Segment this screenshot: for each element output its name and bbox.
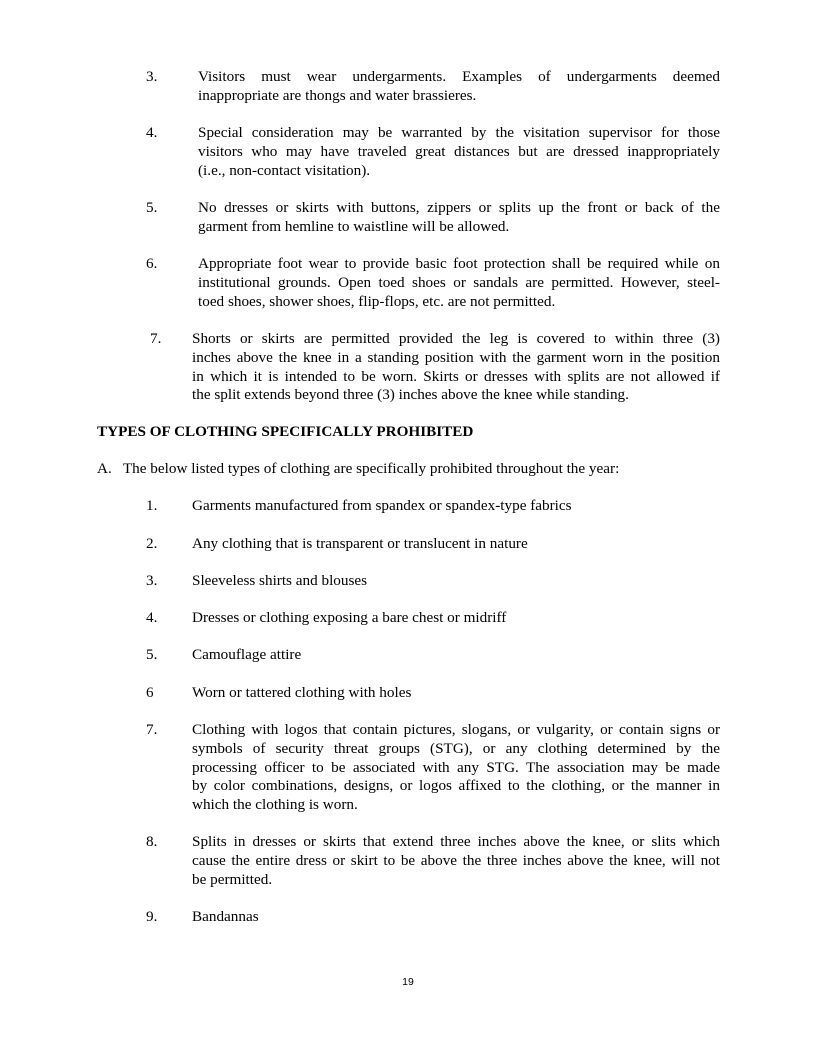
item-number: 5. — [146, 646, 158, 663]
text-line: cause the entire dress or skirt to be above the three inches above the knee, will not — [192, 851, 720, 869]
item-number: 7. — [146, 721, 158, 738]
text-line: Special consideration may be warranted by the visitation supervisor for those — [198, 124, 720, 141]
text-line: symbols of security threat groups (STG), or any clothing determined by the — [192, 739, 720, 757]
text-line: No dresses or skirts with buttons, zippers or splits up the front or back of the — [198, 199, 720, 216]
item-text — [192, 646, 720, 665]
text-line: Any clothing that is transparent or translucent in nature — [192, 535, 528, 552]
item-text — [198, 68, 720, 106]
text-line: inappropriate are thongs and water brassieres. — [198, 86, 477, 104]
item-text — [192, 721, 720, 815]
text-line: institutional grounds. Open toed shoes or sandals are permitted. However, steel- — [198, 273, 720, 291]
text-line: Sleeveless shirts and blouses — [192, 572, 368, 589]
item-text — [192, 833, 720, 889]
item-number: 8. — [146, 833, 158, 850]
text-line: Camouflage attire — [192, 646, 302, 663]
text-line: which the clothing is worn. — [192, 796, 358, 814]
item-number: 5. — [146, 199, 158, 216]
text-line: inches above the knee in a standing position with the garment worn in the position — [192, 348, 720, 366]
page-number: 19 — [402, 976, 414, 988]
item-number: 9. — [146, 908, 158, 925]
item-text — [192, 330, 720, 405]
item-text — [198, 255, 720, 311]
section-heading: TYPES OF CLOTHING SPECIFICALLY PROHIBITED — [97, 423, 474, 440]
item-number: 4. — [146, 609, 158, 626]
text-line: toed shoes, shower shoes, flip-flops, etc. are not permitted. — [198, 292, 556, 310]
item-number: 6. — [146, 255, 158, 272]
item-number: 4. — [146, 124, 158, 141]
item-number: 1. — [146, 497, 158, 514]
item-text — [198, 124, 720, 180]
text-line: Garments manufactured from spandex or spandex-type fabrics — [192, 497, 572, 514]
item-number: 3. — [146, 68, 158, 85]
text-line: processing officer to be associated with any STG. The association may be made — [192, 758, 720, 776]
item-text — [192, 535, 720, 554]
text-line: the split extends beyond three (3) inches above the knee while standing. — [192, 386, 629, 404]
item-number: 2. — [146, 535, 158, 552]
item-text — [192, 497, 720, 516]
text-line: be permitted. — [192, 870, 273, 888]
text-line: Clothing with logos that contain pictures, slogans, or vulgarity, or contain signs or — [192, 721, 720, 738]
text-line: Worn or tattered clothing with holes — [192, 684, 412, 701]
item-text — [198, 199, 720, 237]
text-line: Dresses or clothing exposing a bare chest or midriff — [192, 609, 507, 626]
item-number: 3. — [146, 572, 158, 589]
text-line: Splits in dresses or skirts that extend three inches above the knee, or slits which — [192, 833, 720, 850]
text-line: visitors who may have traveled great distances but are dressed inappropriately — [198, 142, 720, 160]
text-line: (i.e., non-contact visitation). — [198, 161, 371, 179]
item-number: 7. — [150, 330, 162, 347]
item-number: 6 — [146, 684, 154, 701]
section-intro: A. The below listed types of clothing are specifically prohibited throughout the year: — [97, 460, 620, 477]
text-line: Bandannas — [192, 908, 259, 925]
text-line: Shorts or skirts are permitted provided the leg is covered to within three (3) — [192, 330, 720, 347]
item-text — [192, 908, 720, 927]
item-text — [192, 609, 720, 628]
item-text — [192, 684, 720, 703]
text-line: Appropriate foot wear to provide basic foot protection shall be required while on — [198, 255, 720, 272]
text-line: in which it is intended to be worn. Skirts or dresses with splits are not allowed if — [192, 367, 720, 385]
text-line: garment from hemline to waistline will be allowed. — [198, 217, 510, 235]
item-text — [192, 572, 720, 591]
text-line: by color combinations, designs, or logos affixed to the clothing, or the manner in — [192, 777, 720, 795]
text-line: Visitors must wear undergarments. Examples of undergarments deemed — [198, 68, 720, 85]
